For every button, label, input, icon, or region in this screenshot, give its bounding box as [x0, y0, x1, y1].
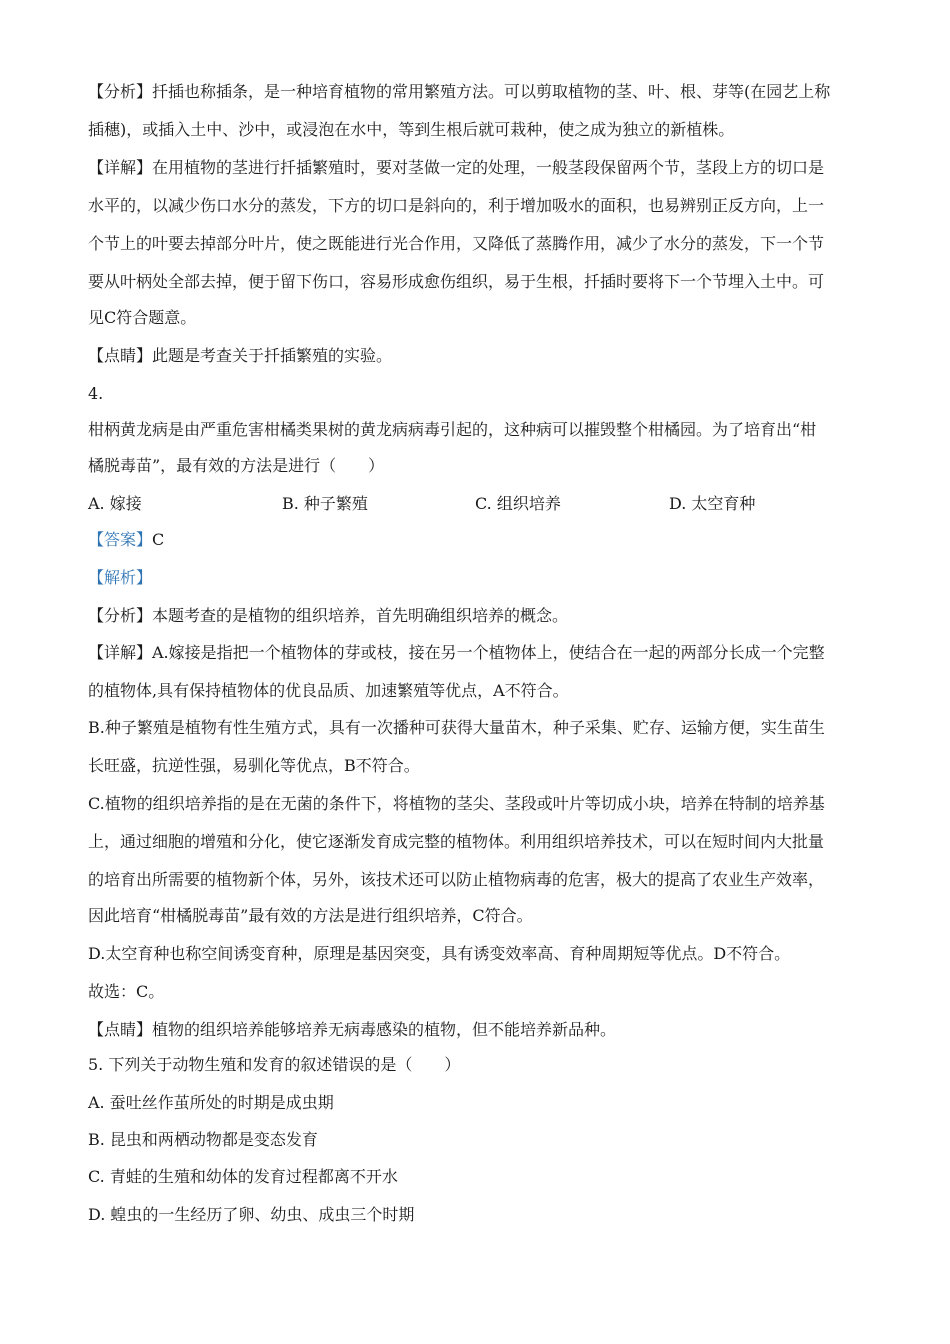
q4-detail-line-5: C.植物的组织培养指的是在无菌的条件下，将植物的茎尖、茎段或叶片等切成小块，培养在特制的培养基 [88, 794, 825, 813]
q4-detail-line-6: 上，通过细胞的增殖和分化，使它逐渐发育成完整的植物体。利用组织培养技术，可以在短时间内大批量 [88, 832, 825, 851]
q4-stem-line-1: 柑柄黄龙病是由严重危害柑橘类果树的黄龙病病毒引起的，这种病可以摧毁整个柑橘园。为了培育出“柑 [88, 420, 817, 439]
q3-analysis-line-2: 插穗)，或插入土中、沙中，或浸泡在水中，等到生根后就可栽种，使之成为独立的新植株。 [88, 120, 735, 139]
q5-option-c: C. 青蛙的生殖和幼体的发育过程都离不开水 [88, 1167, 398, 1186]
answer-value: C [152, 530, 165, 549]
q4-detail-line-2: 的植物体,具有保持植物体的优良品质、加速繁殖等优点，A不符合。 [88, 681, 569, 700]
q4-detail-line-1: 【详解】A.嫁接是指把一个植物体的芽或枝，接在另一个植物体上，使结合在一起的两部分长成一个完整 [88, 643, 825, 662]
q5-option-a: A. 蚕吐丝作茧所处的时期是成虫期 [88, 1093, 334, 1112]
q4-number: 4. [88, 384, 104, 403]
q3-detail-line-3: 个节上的叶要去掉部分叶片，使之既能进行光合作用，又降低了蒸腾作用，减少了水分的蒸发，下一个节 [88, 234, 825, 253]
q4-detail-line-8: 因此培育“柑橘脱毒苗”最有效的方法是进行组织培养，C符合。 [88, 906, 533, 925]
q4-detail-line-3: B.种子繁殖是植物有性生殖方式，具有一次播种可获得大量苗木，种子采集、贮存、运输方便，实生苗生 [88, 718, 825, 737]
q5-option-b: B. 昆虫和两栖动物都是变态发育 [88, 1130, 318, 1149]
q4-detail-line-4: 长旺盛，抗逆性强，易驯化等优点，B不符合。 [88, 756, 420, 775]
q4-option-c: C. 组织培养 [475, 494, 561, 513]
q3-detail-line-2: 水平的，以减少伤口水分的蒸发，下方的切口是斜向的，利于增加吸水的面积，也易辨别正反方向，上一 [88, 196, 825, 215]
q4-option-a: A. 嫁接 [88, 494, 142, 513]
q4-detail-line-9: D.太空育种也称空间诱变育种，原理是基因突变，具有诱变效率高、育种周期短等优点。D不符合。 [88, 944, 791, 963]
answer-tag: 【答案】 [88, 530, 153, 549]
q3-detail-line-1: 【详解】在用植物的茎进行扦插繁殖时，要对茎做一定的处理，一般茎段保留两个节，茎段上方的切口是 [88, 158, 825, 177]
q4-detail-line-10: 故选：C。 [88, 982, 165, 1001]
q4-option-b: B. 种子繁殖 [282, 494, 368, 513]
q4-point: 【点睛】植物的组织培养能够培养无病毒感染的植物，但不能培养新品种。 [88, 1020, 617, 1039]
q5-option-d: D. 蝗虫的一生经历了卵、幼虫、成虫三个时期 [88, 1205, 415, 1224]
q4-stem-line-2: 橘脱毒苗”，最有效的方法是进行（ ） [88, 456, 385, 475]
q3-point: 【点睛】此题是考查关于扦插繁殖的实验。 [88, 346, 393, 365]
q3-analysis-line-1: 【分析】扦插也称插条，是一种培育植物的常用繁殖方法。可以剪取植物的茎、叶、根、芽等(在园艺上称 [88, 82, 831, 101]
q4-detail-line-7: 的培育出所需要的植物新个体，另外，该技术还可以防止植物病毒的危害，极大的提高了农业生产效率， [88, 870, 825, 889]
q5-stem: 5. 下列关于动物生殖和发育的叙述错误的是（ ） [88, 1055, 461, 1074]
q4-option-d: D. 太空育种 [669, 494, 756, 513]
q4-answer [88, 530, 164, 550]
q3-detail-line-4: 要从叶柄处全部去掉，便于留下伤口，容易形成愈伤组织，易于生根，扦插时要将下一个节埋入土中。可 [88, 272, 825, 291]
q4-explain-tag: 【解析】 [88, 568, 153, 587]
q3-detail-line-5: 见C符合题意。 [88, 308, 197, 327]
q4-analysis: 【分析】本题考查的是植物的组织培养，首先明确组织培养的概念。 [88, 606, 569, 625]
